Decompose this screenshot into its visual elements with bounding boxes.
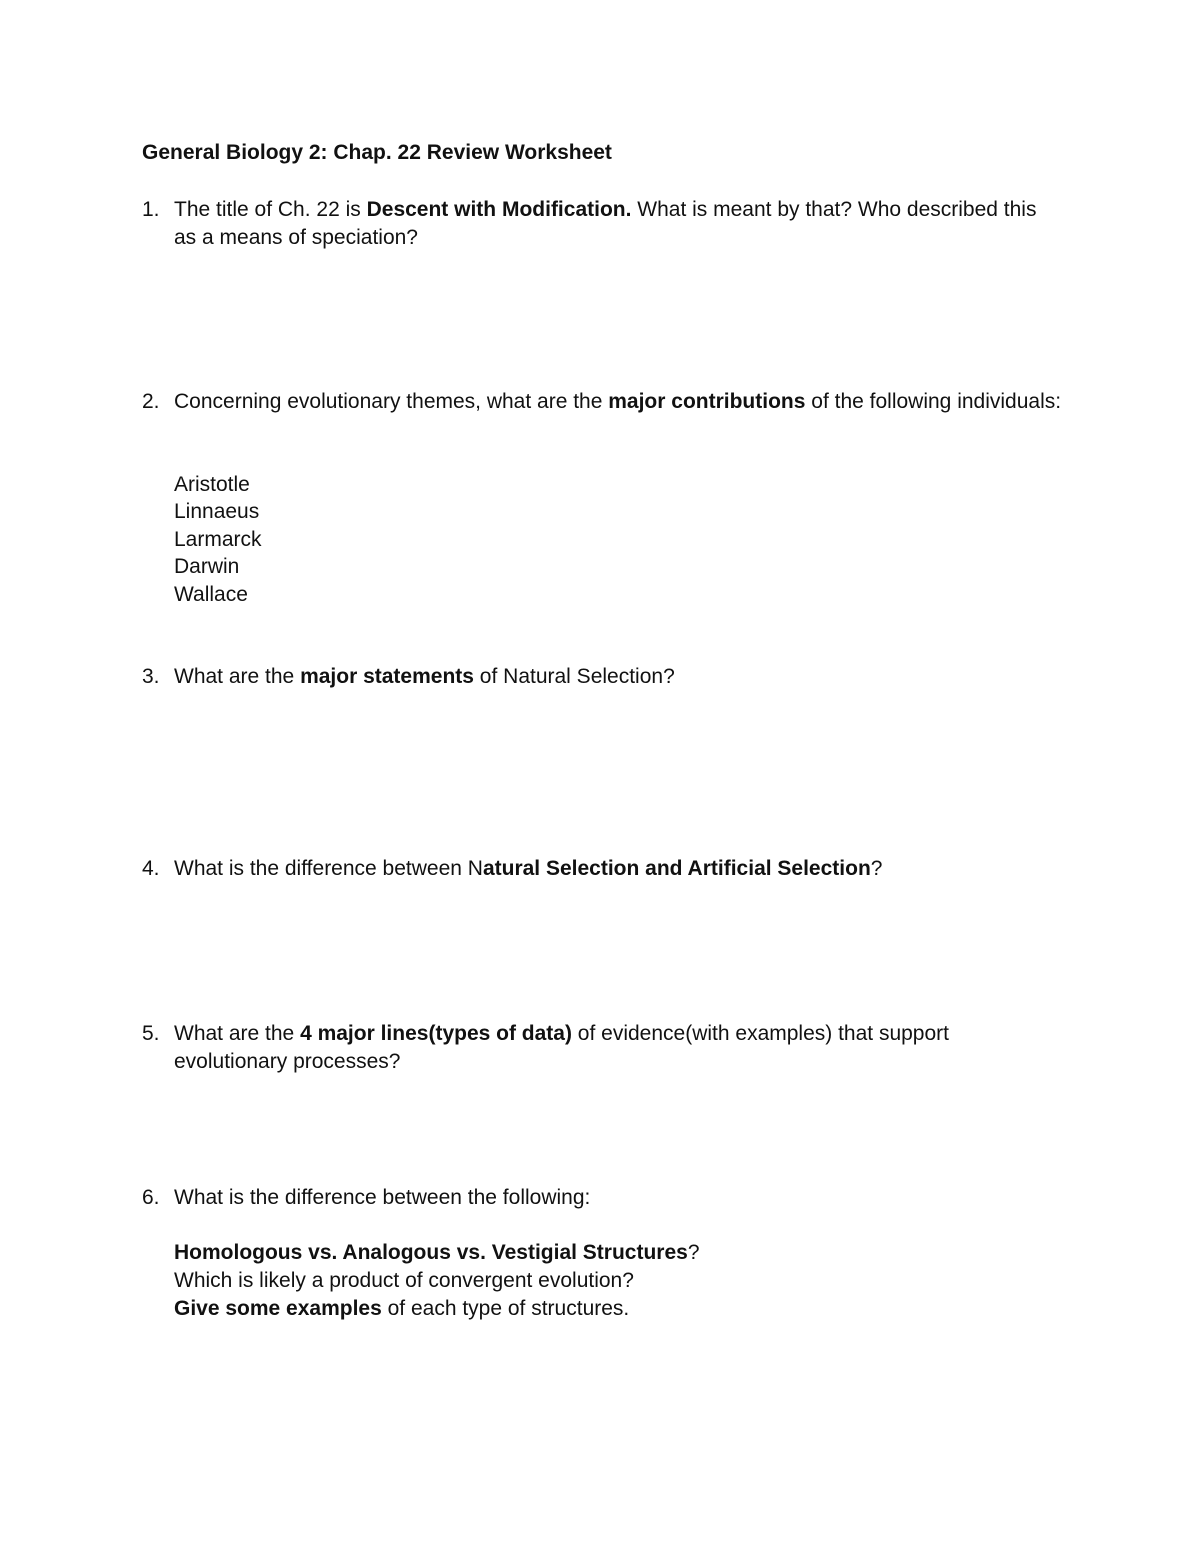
structures-line: [174, 1239, 1054, 1267]
list-item: Wallace: [174, 582, 248, 606]
question-text-part: What are the: [174, 1022, 301, 1045]
question-number: 6.: [142, 1186, 160, 1209]
question-number: 3.: [142, 665, 160, 688]
question-bold-phrase: Give some examples: [174, 1297, 382, 1320]
individuals-list: [174, 471, 262, 608]
question-text-part: What are the: [174, 665, 301, 688]
question-text: [174, 855, 1062, 883]
question-text-part: of each type of structures.: [381, 1297, 630, 1320]
question-4: [142, 855, 1062, 883]
question-bold-phrase: 4 major lines(types of data): [300, 1022, 572, 1045]
question-6-details: [174, 1239, 1054, 1323]
question-5: [142, 1020, 1062, 1076]
list-item: Larmarck: [174, 527, 262, 551]
page-title: General Biology 2: Chap. 22 Review Worksheet: [142, 141, 612, 164]
question-text-part: of evidence(with examples) that support evolutionary processes?: [174, 1022, 949, 1073]
question-text-part: Concerning evolutionary themes, what are the: [174, 390, 609, 413]
question-number: 4.: [142, 857, 160, 880]
question-text: [174, 663, 1062, 691]
question-text: [174, 1020, 1062, 1076]
question-text-part: The title of Ch. 22 is: [174, 198, 367, 221]
list-item: Darwin: [174, 555, 240, 579]
question-text-part: What is meant by that? Who described this as a means of speciation?: [174, 198, 1037, 249]
question-bold-phrase: atural Selection and Artificial Selection: [482, 857, 871, 880]
question-bold-phrase: Descent with Modification.: [366, 198, 632, 221]
list-item: Linnaeus: [174, 500, 260, 524]
list-item: Aristotle: [174, 473, 250, 496]
question-bold-phrase: Homologous vs. Analogous vs. Vestigial Structures: [174, 1241, 688, 1264]
question-text: [174, 388, 1062, 416]
question-3: [142, 663, 1062, 691]
convergent-line: Which is likely a product of convergent evolution?: [174, 1269, 634, 1292]
question-2: [142, 388, 1062, 416]
examples-line: [174, 1295, 1054, 1323]
question-text-part: What is the difference between N: [174, 857, 483, 880]
question-text: [174, 196, 1062, 252]
question-text-part: ?: [687, 1241, 700, 1264]
question-text-part: ?: [870, 857, 883, 880]
question-1: [142, 196, 1062, 252]
question-bold-phrase: major contributions: [608, 390, 806, 413]
question-6: [142, 1184, 1062, 1212]
question-number: 1.: [142, 198, 160, 221]
question-number: 2.: [142, 390, 160, 413]
question-text-part: of Natural Selection?: [473, 665, 675, 688]
question-text-part: of the following individuals:: [805, 390, 1062, 413]
question-bold-phrase: major statements: [300, 665, 474, 688]
question-number: 5.: [142, 1022, 160, 1045]
question-text: What is the difference between the following:: [174, 1186, 591, 1209]
